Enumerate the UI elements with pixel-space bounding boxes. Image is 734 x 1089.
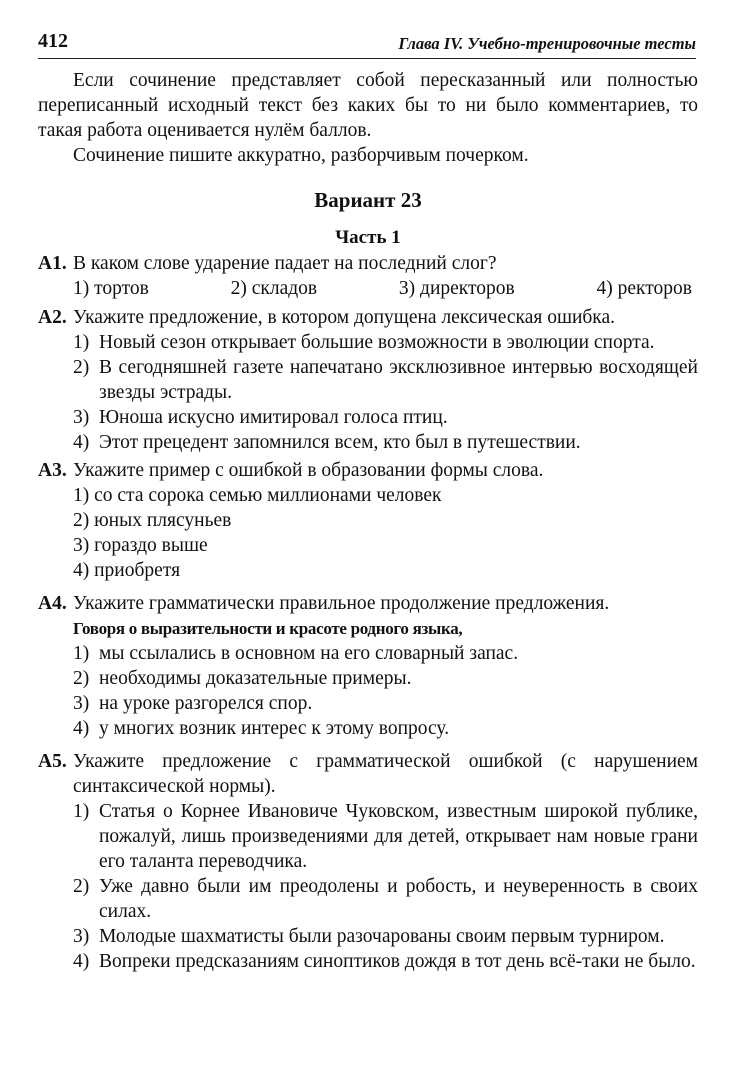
- intro-paragraph: Сочинение пишите аккуратно, разборчивым почерком.: [73, 145, 529, 166]
- answer-option: 1) тортов: [73, 278, 149, 299]
- question-text: Укажите предложение с грамматической ошибкой (с нарушением синтаксической нормы).: [73, 751, 698, 797]
- answer-option: [38, 716, 698, 741]
- option-number: 3): [73, 407, 90, 428]
- option-number: 2): [73, 876, 90, 897]
- question-a5: [38, 749, 698, 799]
- answer-options-row: [38, 276, 698, 301]
- chapter-title: Глава IV. Учебно-тренировочные тесты: [398, 34, 696, 53]
- sentence-start: Говоря о выразительности и красоте родного языка,: [73, 619, 463, 638]
- option-number: 2): [73, 357, 90, 378]
- answer-option: [38, 355, 698, 405]
- answer-option: 3) гораздо выше: [73, 535, 208, 556]
- option-number: 1): [73, 332, 90, 353]
- question-number: А2.: [38, 307, 67, 328]
- answer-option: [38, 405, 698, 430]
- option-text: Вопреки предсказаниям синоптиков дождя в тот день всё-таки не было.: [99, 951, 696, 972]
- answer-option: [38, 691, 698, 716]
- answer-option: [38, 949, 698, 974]
- option-text: необходимы доказательные примеры.: [99, 668, 412, 689]
- question-a2: [38, 305, 698, 330]
- option-number: 2): [73, 668, 90, 689]
- question-number: А1.: [38, 253, 67, 274]
- option-text: у многих возник интерес к этому вопросу.: [99, 718, 450, 739]
- option-text: Уже давно были им преодолены и робость, и неуверенность в своих силах.: [99, 876, 698, 922]
- option-number: 3): [73, 926, 90, 947]
- question-text: В каком слове ударение падает на последний слог?: [73, 253, 497, 274]
- question-number: А5.: [38, 751, 67, 772]
- option-text: Юноша искусно имитировал голоса птиц.: [99, 407, 448, 428]
- answer-option: [38, 924, 698, 949]
- page-header: [38, 28, 696, 59]
- part-title: Часть 1: [335, 227, 401, 248]
- answer-option: [38, 874, 698, 924]
- option-text: Статья о Корнее Ивановиче Чуковском, известным широкой публике, пожалуй, лишь произведениями для детей, открывает нам новые грани его таланта переводчика.: [99, 801, 698, 872]
- option-text: Новый сезон открывает большие возможности в эволюции спорта.: [99, 332, 655, 353]
- question-a1: [38, 251, 698, 276]
- option-number: 1): [73, 801, 90, 822]
- option-number: 4): [73, 951, 90, 972]
- question-text: Укажите предложение, в котором допущена лексическая ошибка.: [73, 307, 616, 328]
- page-number: 412: [38, 30, 68, 52]
- option-number: 1): [73, 643, 90, 664]
- variant-title: Вариант 23: [314, 188, 422, 212]
- option-number: 3): [73, 693, 90, 714]
- option-text: Этот прецедент запомнился всем, кто был в путешествии.: [99, 432, 581, 453]
- question-text: Укажите пример с ошибкой в образовании формы слова.: [73, 460, 544, 481]
- answer-option: 2) юных плясуньев: [73, 510, 232, 531]
- option-number: 4): [73, 432, 90, 453]
- option-text: на уроке разгорелся спор.: [99, 693, 313, 714]
- answer-option: [38, 799, 698, 874]
- answer-option: [38, 666, 698, 691]
- question-number: А4.: [38, 593, 67, 614]
- option-text: Молодые шахматисты были разочарованы своим первым турниром.: [99, 926, 665, 947]
- answer-option: [38, 430, 698, 455]
- answer-option: 4) ректоров: [596, 278, 692, 299]
- question-a4: [38, 591, 698, 616]
- answer-option: 3) директоров: [398, 278, 515, 299]
- answer-option: 1) со ста сорока семью миллионами человек: [73, 485, 442, 506]
- option-number: 4): [73, 718, 90, 739]
- question-number: А3.: [38, 460, 67, 481]
- answer-option: [38, 330, 698, 355]
- option-text: мы ссылались в основном на его словарный запас.: [99, 643, 519, 664]
- option-text: В сегодняшней газете напечатано эксклюзивное интервью восходящей звезды эстрады.: [99, 357, 698, 403]
- intro-paragraph: Если сочинение представляет собой пересказанный или полностью переписанный исходный текст без каких бы то ни было комментариев, то такая работа оценивается нулём баллов.: [38, 70, 698, 141]
- question-text: Укажите грамматически правильное продолжение предложения.: [73, 593, 610, 614]
- question-a3: [38, 458, 698, 483]
- page-content: [38, 68, 698, 974]
- answer-option: 4) приобретя: [73, 560, 181, 581]
- answer-option: [38, 641, 698, 666]
- answer-option: 2) складов: [230, 278, 318, 299]
